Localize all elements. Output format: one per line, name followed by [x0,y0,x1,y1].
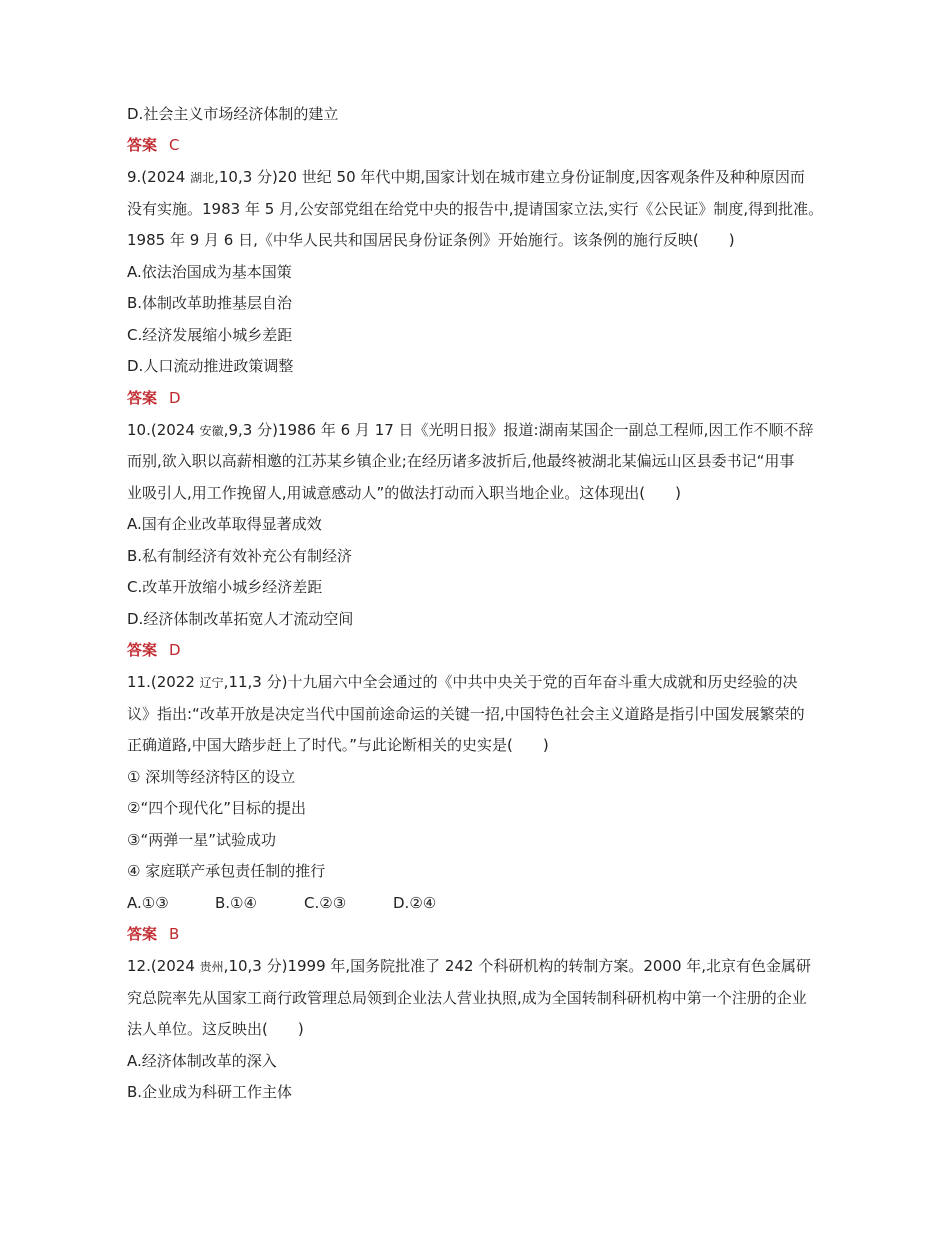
q8-answer [127,135,827,155]
answer-value: C [169,136,180,154]
q9-option-b: B.体制改革助推基层自治 [127,294,293,312]
q9-source: 湖北 [190,171,215,185]
q9-option-a: A.依法治国成为基本国策 [127,263,292,281]
q10-stem-line2: 而别,欲入职以高薪相邀的江苏某乡镇企业;在经历诸多波折后,他最终被湖北某偏远山区县委书记“用事 [127,452,795,470]
answer-value: D [169,389,181,407]
answer-value: B [169,925,180,943]
q11-number: 11.(2022 [127,673,200,691]
q11-item-1: ① 深圳等经济特区的设立 [127,768,296,786]
q9-answer [127,388,827,408]
q12-stem-line2: 究总院率先从国家工商行政管理总局领到企业法人营业执照,成为全国转制科研机构中第一个注册的企业 [127,989,807,1007]
q10-source: 安徽 [199,424,224,438]
q12-number: 12.(2024 [127,957,200,975]
answer-label: 答案 [127,136,158,154]
answer-label: 答案 [127,641,158,659]
q10-stem-line3: 业吸引人,用工作挽留人,用诚意感动人”的做法打动而入职当地企业。这体现出( ) [127,484,682,502]
q12-stem-line3: 法人单位。这反映出( ) [127,1020,304,1038]
q11-answer [127,924,827,944]
q11-stem-line2: 议》指出:“改革开放是决定当代中国前途命运的关键一招,中国特色社会主义道路是指引中国发展繁荣的 [127,705,805,723]
q11-stem-line1 [127,672,827,692]
q11-source: 辽宁 [199,676,224,690]
q9-stem-line3: 1985 年 9 月 6 日,《中华人民共和国居民身份证条例》开始施行。该条例的施行反映( ) [127,231,735,249]
q10-number: 10.(2024 [127,421,200,439]
answer-label: 答案 [127,389,158,407]
q10-stem-text: ,9,3 分)1986 年 6 月 17 日《光明日报》报道:湖南某国企一副总工程师,因工作不顺不辞 [223,421,814,439]
answer-value: D [169,641,181,659]
q11-stem-text: ,11,3 分)十九届六中全会通过的《中共中央关于党的百年奋斗重大成就和历史经验的决 [223,673,798,691]
q9-stem-line1 [127,167,827,187]
q9-option-c: C.经济发展缩小城乡差距 [127,326,293,344]
q12-stem-text: ,10,3 分)1999 年,国务院批准了 242 个科研机构的转制方案。2000 年,北京有色金属研 [223,957,812,975]
q11-item-2: ②“四个现代化”目标的提出 [127,799,306,817]
q11-options [127,893,827,913]
q10-option-d: D.经济体制改革拓宽人才流动空间 [127,610,354,628]
q11-option-c: C.②③ [304,894,347,912]
q11-stem-line3: 正确道路,中国大踏步赶上了时代。”与此论断相关的史实是( ) [127,736,549,754]
q10-stem-line1 [127,420,827,440]
q10-option-a: A.国有企业改革取得显著成效 [127,515,322,533]
q12-stem-line1 [127,956,827,976]
q10-answer [127,640,827,660]
q11-option-a: A.①③ [127,894,169,912]
q12-option-b: B.企业成为科研工作主体 [127,1083,293,1101]
q9-number: 9.(2024 [127,168,191,186]
q11-item-4: ④ 家庭联产承包责任制的推行 [127,862,326,880]
q12-option-a: A.经济体制改革的深入 [127,1052,277,1070]
q9-stem-line2: 没有实施。1983 年 5 月,公安部党组在给党中央的报告中,提请国家立法,实行《公民证》制度,得到批准。 [127,200,824,218]
q11-option-d: D.②④ [393,894,437,912]
q10-option-b: B.私有制经济有效补充公有制经济 [127,547,353,565]
q9-option-d: D.人口流动推进政策调整 [127,357,294,375]
q11-item-3: ③“两弹一星”试验成功 [127,831,276,849]
q9-stem-text: ,10,3 分)20 世纪 50 年代中期,国家计划在城市建立身份证制度,因客观条件及种种原因而 [214,168,805,186]
q10-option-c: C.改革开放缩小城乡经济差距 [127,578,323,596]
q11-option-b: B.①④ [215,894,257,912]
q8-option-d: D.社会主义市场经济体制的建立 [127,105,339,123]
q12-source: 贵州 [199,960,224,974]
answer-label: 答案 [127,925,158,943]
